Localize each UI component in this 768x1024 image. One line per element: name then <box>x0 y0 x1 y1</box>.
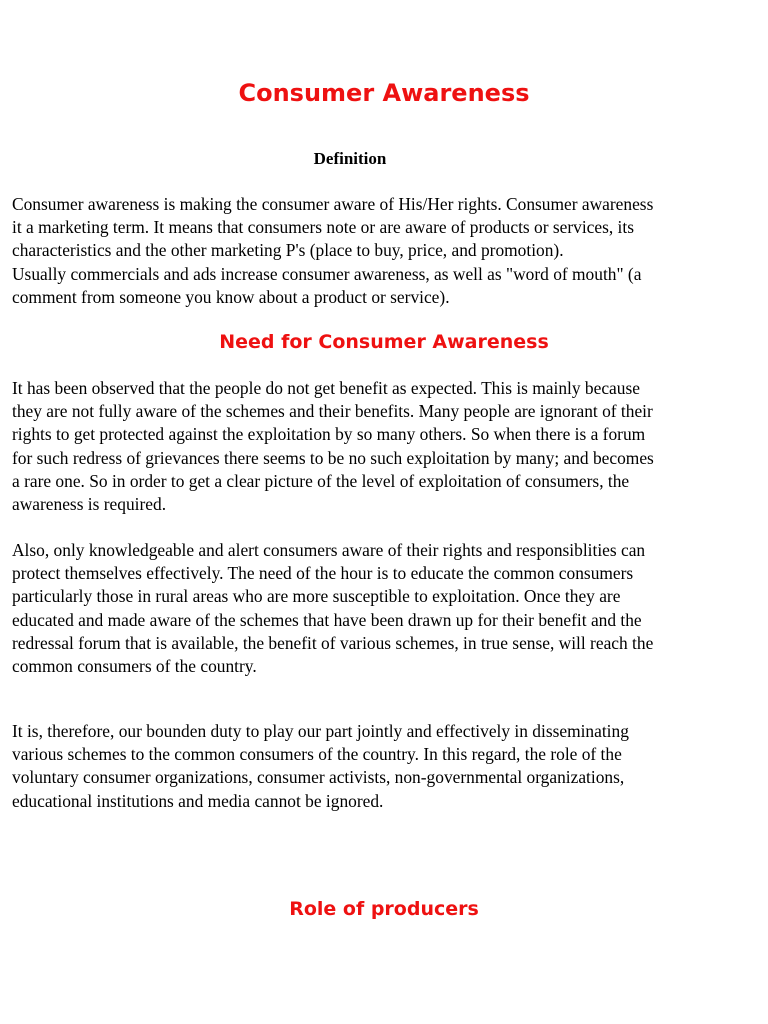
text-line: particularly those in rural areas who are more susceptible to exploitation. Once they are <box>12 586 621 607</box>
need-paragraph-1 <box>12 377 760 516</box>
text-line: educated and made aware of the schemes that have been drawn up for their benefit and the <box>12 609 642 630</box>
text-line: Also, only knowledgeable and alert consumers aware of their rights and responsiblities can <box>12 540 646 560</box>
text-line: Consumer awareness is making the consumer aware of His/Her rights. Consumer awareness <box>12 194 654 214</box>
page-title: Consumer Awareness <box>238 79 530 107</box>
text-line: It has been observed that the people do not get benefit as expected. This is mainly because <box>12 378 640 398</box>
text-line: they are not fully aware of the schemes and their benefits. Many people are ignorant of their <box>12 401 653 422</box>
text-line: characteristics and the other marketing P's (place to buy, price, and promotion). <box>12 240 564 261</box>
text-line: awareness is required. <box>12 494 167 515</box>
text-line: common consumers of the country. <box>12 656 257 677</box>
text-line: redressal forum that is available, the benefit of various schemes, in true sense, will reach the <box>12 632 654 653</box>
text-line: various schemes to the common consumers of the country. In this regard, the role of the <box>12 744 622 765</box>
need-paragraph-3 <box>12 720 760 813</box>
text-line: It is, therefore, our bounden duty to play our part jointly and effectively in disseminating <box>12 721 629 741</box>
text-line: educational institutions and media cannot be ignored. <box>12 790 384 811</box>
definition-heading: Definition <box>313 149 387 168</box>
need-paragraph-2 <box>12 539 760 678</box>
text-line: Usually commercials and ads increase consumer awareness, as well as "word of mouth" (a <box>12 263 642 284</box>
definition-paragraph <box>12 193 760 309</box>
text-line: voluntary consumer organizations, consumer activists, non-governmental organizations, <box>12 767 625 788</box>
need-section-heading: Need for Consumer Awareness <box>219 331 549 353</box>
text-line: rights to get protected against the exploitation by so many others. So when there is a forum <box>12 424 646 445</box>
role-of-producers-heading: Role of producers <box>289 898 479 920</box>
text-line: comment from someone you know about a product or service). <box>12 286 450 307</box>
text-line: a rare one. So in order to get a clear picture of the level of exploitation of consumers, the <box>12 470 630 491</box>
text-line: protect themselves effectively. The need of the hour is to educate the common consumers <box>12 563 634 584</box>
text-line: for such redress of grievances there seems to be no such exploitation by many; and becomes <box>12 447 654 468</box>
text-line: it a marketing term. It means that consumers note or are aware of products or services, its <box>12 217 634 238</box>
